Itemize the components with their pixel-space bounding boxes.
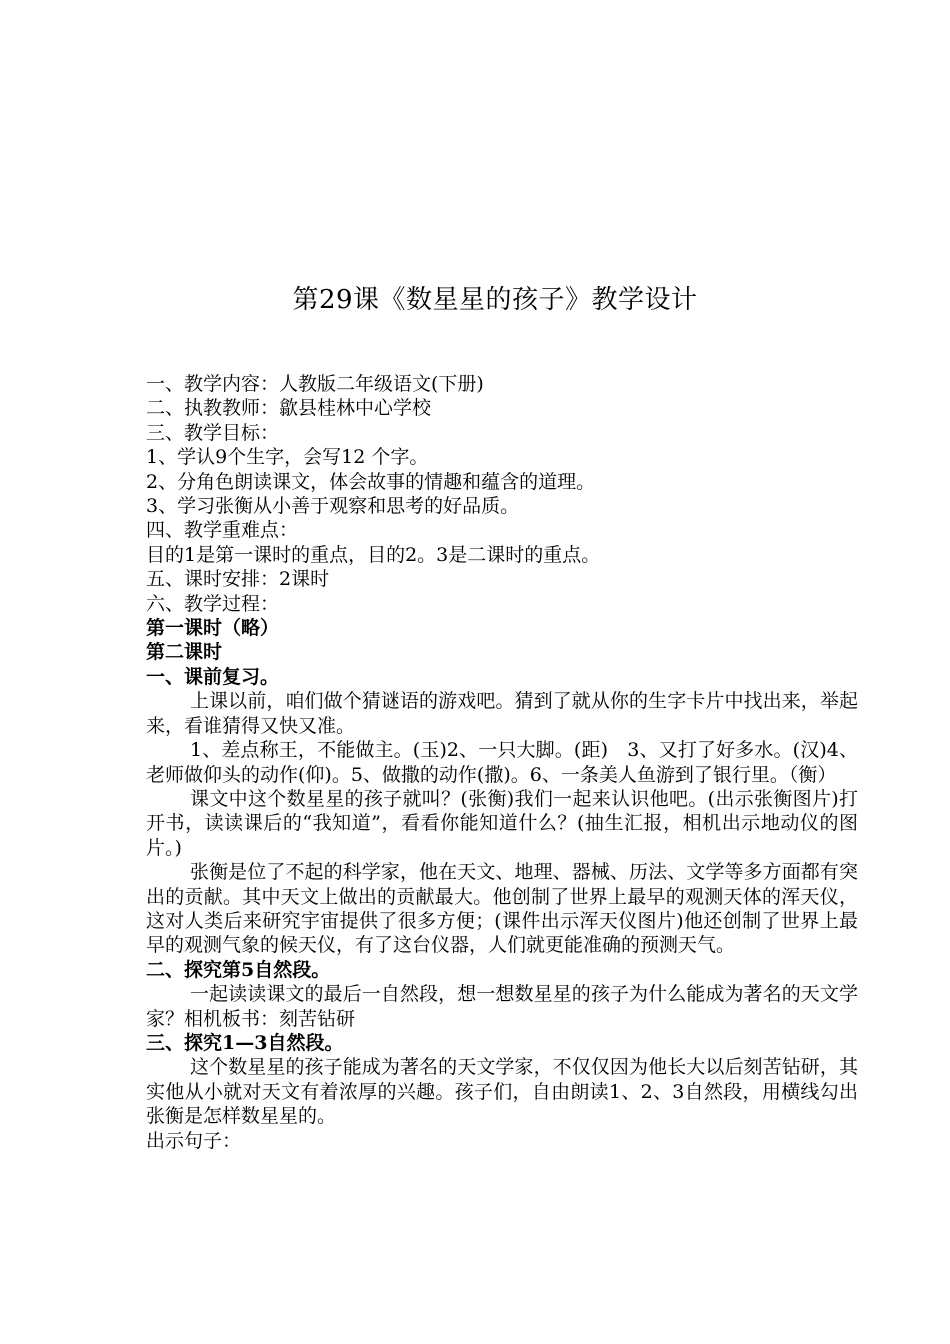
teaching-goals-heading: 三、教学目标： <box>146 421 280 444</box>
section-explore-1-3-heading: 三、探究1—3自然段。 <box>146 1031 344 1054</box>
zhangheng-bio-paragraph: 张衡是位了不起的科学家，他在天文、地理、器械、历法、文学等多方面都有突出的贡献。其中天文上做出的贡献最大。他创制了世界上最早的观测天体的浑天仪，这对人类后来研究宇宙提供了很多方便；(课件出示浑天仪图片)他还创制了世界上最早的观测气象的候天仪，有了这台仪器，人们就更能准确的预测天气。 <box>146 861 858 957</box>
section-review-heading: 一、课前复习。 <box>146 665 280 688</box>
document-title: 第29课《数星星的孩子》教学设计 <box>292 285 698 315</box>
explore-1-3-paragraph: 这个数星星的孩子能成为著名的天文学家，不仅仅因为他长大以后刻苦钻研，其实他从小就对天文有着浓厚的兴趣。孩子们，自由朗读1、2、3自然段，用横线勾出张衡是怎样数星星的。 <box>146 1056 858 1128</box>
teaching-content-line: 一、教学内容：人教版二年级语文(下册) <box>146 373 484 395</box>
goal-1: 1、学认9个生字，会写12 个字。 <box>146 446 429 469</box>
review-paragraph-1: 上课以前，咱们做个猜谜语的游戏吧。猜到了就从你的生字卡片中找出来，举起来，看谁猜得又快又准。 <box>146 690 858 737</box>
section-explore-5-heading: 二、探究第5自然段。 <box>146 958 331 981</box>
key-points-text: 目的1是第一课时的重点，目的2。3是二课时的重点。 <box>146 543 601 566</box>
second-lesson-heading: 第二课时 <box>146 641 223 664</box>
riddles-paragraph: 1、差点称王，不能做主。(玉)2、一只大脚。(距) 3、又打了好多水。(汉)4、老师做仰头的动作(仰)。5、做撒的动作(撒)。6、一条美人鱼游到了银行里。（衡） <box>146 739 858 786</box>
key-points-heading: 四、教学重难点： <box>146 519 299 542</box>
first-lesson-heading: 第一课时（略） <box>146 617 280 640</box>
document-body <box>146 372 858 1153</box>
schedule-line: 五、课时安排：2课时 <box>146 568 330 591</box>
explore-5-paragraph: 一起读读课文的最后一自然段，想一想数星星的孩子为什么能成为著名的天文学家？相机板书：刻苦钻研 <box>146 983 858 1030</box>
goal-3: 3、学习张衡从小善于观察和思考的好品质。 <box>146 495 520 518</box>
zhangheng-intro-paragraph: 课文中这个数星星的孩子就叫？(张衡)我们一起来认识他吧。(出示张衡图片)打开书，读读课后的“我知道”，看看你能知道什么？(抽生汇报，相机出示地动仪的图片。) <box>146 787 858 859</box>
show-sentence-line: 出示句子： <box>146 1129 242 1152</box>
goal-2: 2、分角色朗读课文，体会故事的情趣和蕴含的道理。 <box>146 470 596 493</box>
process-heading: 六、教学过程： <box>146 592 280 615</box>
teacher-line: 二、执教教师：歙县桂林中心学校 <box>146 397 432 420</box>
